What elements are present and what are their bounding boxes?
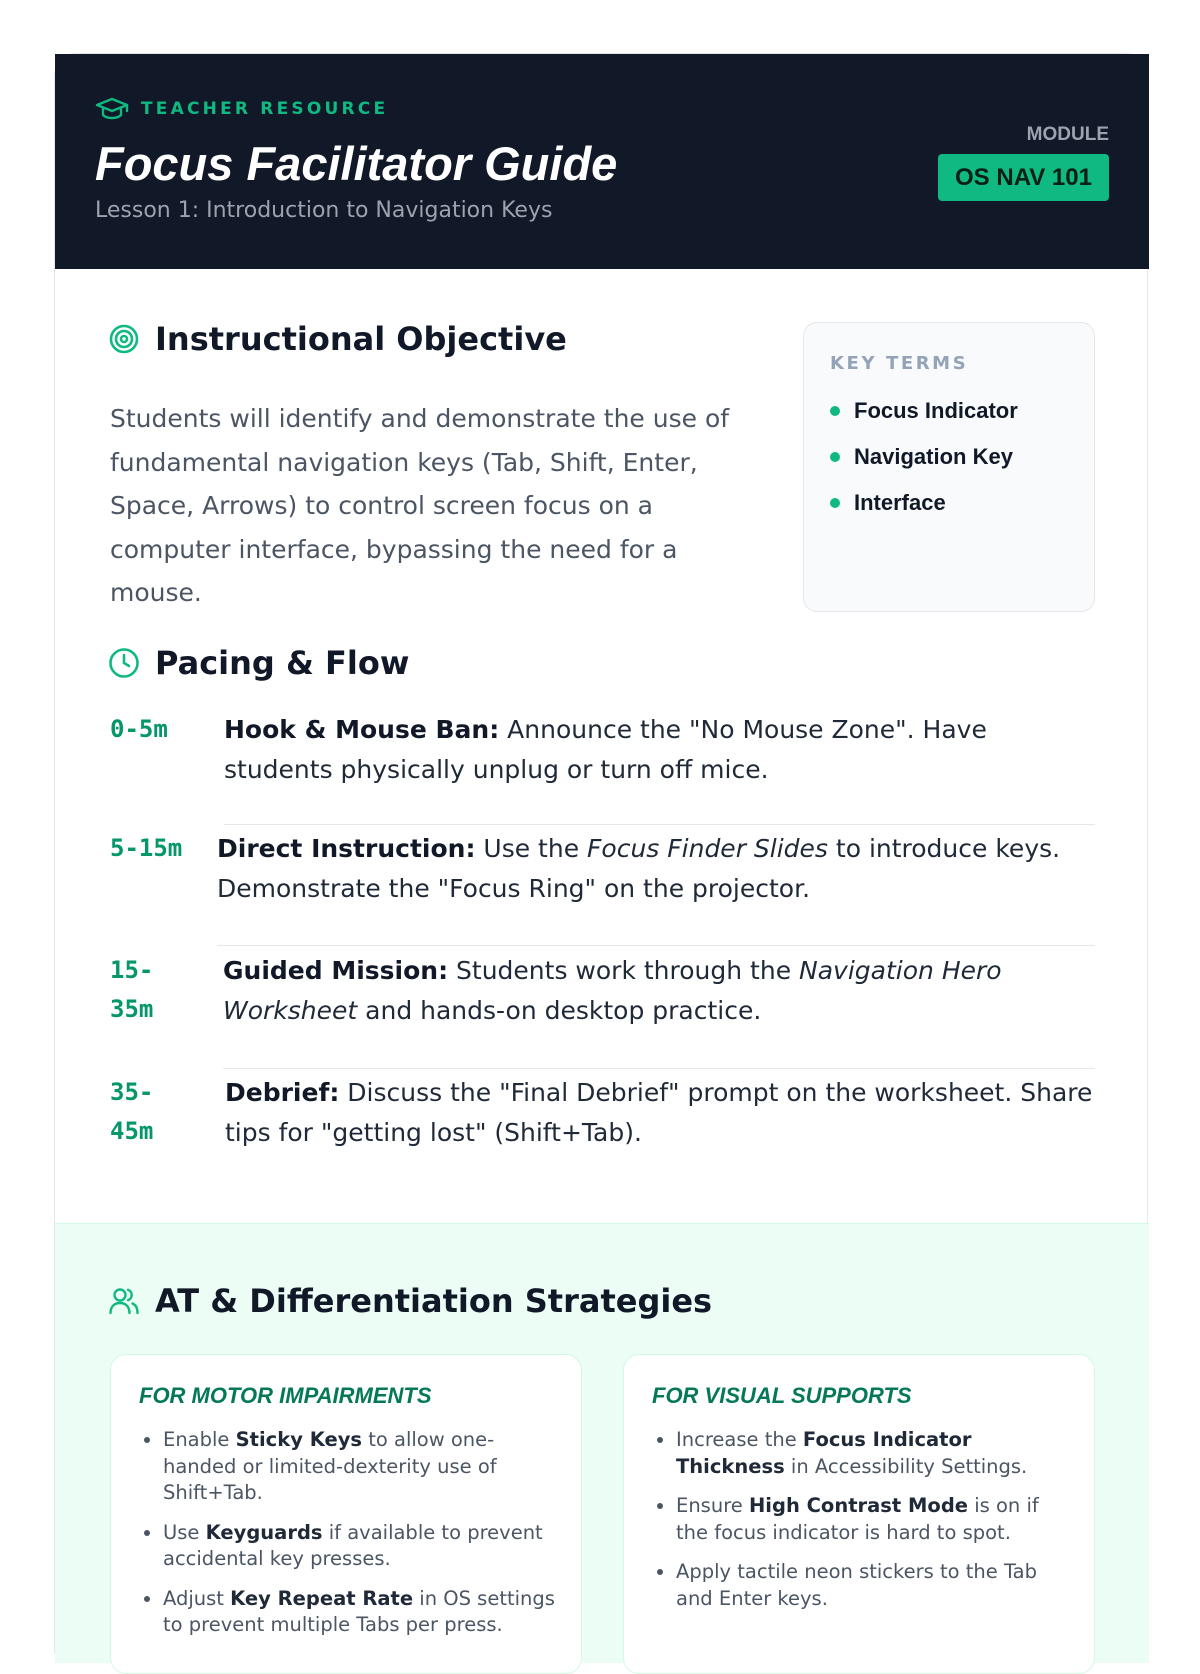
pacing-heading-label: Direct Instruction: (217, 834, 476, 863)
key-terms-panel (803, 322, 1095, 612)
module-badge: OS NAV 101 (938, 154, 1109, 201)
bullet-dot-icon (830, 406, 840, 416)
objective-heading (108, 320, 567, 358)
divider (224, 824, 1095, 825)
key-term-item (830, 398, 1018, 424)
strategy-text: Apply tactile neon stickers to the Tab and Enter keys. (676, 1560, 1037, 1610)
strategies-title: AT & Differentiation Strategies (155, 1282, 713, 1320)
strategy-text: to allow one-handed or limited-dexterity use of Shift+Tab. (163, 1428, 497, 1504)
eyebrow-label: TEACHER RESOURCE (141, 99, 389, 119)
strategies-heading (108, 1282, 712, 1320)
divider (223, 1068, 1095, 1069)
pacing-time (110, 951, 153, 1029)
strategy-text: Use (163, 1520, 206, 1544)
pacing-time (110, 710, 168, 749)
visual-supports-card (623, 1354, 1095, 1674)
key-term-item (830, 444, 1013, 470)
guide-card (54, 53, 1148, 1653)
graduation-cap-icon (95, 97, 129, 121)
pacing-time-line: 35m (110, 995, 154, 1023)
pacing-description (217, 829, 1095, 909)
pacing-emphasis: Focus Finder Slides (587, 834, 828, 863)
pacing-text: Students work through the (448, 956, 800, 985)
page-subtitle: Lesson 1: Introduction to Navigation Keys (95, 198, 553, 223)
motor-strategy-list (163, 1427, 563, 1652)
bullet-dot-icon (830, 452, 840, 462)
pacing-emphasis: Navigation Hero Worksheet (223, 956, 1002, 1025)
pacing-title: Pacing & Flow (155, 644, 410, 682)
pacing-time-line: 0-5m (110, 715, 168, 743)
key-term-label: Interface (854, 490, 946, 515)
pacing-description (224, 710, 1095, 790)
pacing-text: Discuss the "Final Debrief" prompt on the worksheet. Share tips for "getting lost" (Shift+Tab). (225, 1078, 1093, 1147)
strategy-item (676, 1493, 1076, 1546)
strategy-text: if available to prevent accidental key presses. (163, 1520, 543, 1570)
strategy-item (163, 1520, 563, 1573)
visual-strategy-list (676, 1427, 1076, 1625)
strategy-emphasis: Focus Indicator Thickness (676, 1428, 972, 1478)
divider (217, 945, 1095, 946)
pacing-heading-label: Guided Mission: (223, 956, 449, 985)
pacing-time (110, 829, 182, 868)
page-title: Focus Facilitator Guide (95, 137, 618, 190)
strategy-text: Enable (163, 1428, 236, 1451)
key-term-item (830, 490, 946, 516)
strategy-emphasis: Key Repeat Rate (230, 1586, 414, 1610)
pacing-description (225, 1073, 1095, 1153)
pacing-time-line: 35- (110, 1078, 154, 1106)
pacing-text: Use the (475, 834, 588, 863)
bullet-dot-icon (830, 498, 840, 508)
eyebrow (95, 97, 388, 121)
objective-text: Students will identify and demonstrate the use of fundamental navigation keys (Tab, Shift, Enter, Space, Arrows) to control screen focus on a computer interface, bypassing the need for a mouse. (110, 404, 730, 607)
users-icon (108, 1285, 140, 1317)
clock-icon (108, 647, 140, 679)
strategy-text: in OS settings to prevent multiple Tabs per press. (163, 1586, 555, 1636)
strategy-emphasis: Keyguards (205, 1520, 323, 1544)
objective-title: Instructional Objective (155, 320, 567, 358)
pacing-time-line: 45m (110, 1117, 154, 1145)
guide-header (55, 54, 1149, 269)
pacing-time-line: 15- (110, 956, 154, 984)
target-icon (108, 323, 140, 355)
module-label: MODULE (1026, 124, 1109, 145)
strategy-text: Increase the (676, 1428, 803, 1451)
strategy-item (163, 1427, 563, 1507)
pacing-heading (108, 644, 409, 682)
visual-card-title: FOR VISUAL SUPPORTS (652, 1383, 912, 1408)
pacing-text: to introduce keys. Demonstrate the "Focus Ring" on the projector. (217, 834, 1061, 903)
strategy-emphasis: Sticky Keys (235, 1428, 363, 1451)
pacing-time (110, 1073, 153, 1151)
key-term-label: Navigation Key (854, 444, 1013, 469)
strategy-text: is on if the focus indicator is hard to spot. (676, 1494, 1039, 1544)
strategy-text: in Accessibility Settings. (784, 1454, 1028, 1478)
key-term-label: Focus Indicator (854, 398, 1018, 423)
strategy-text: Ensure (676, 1494, 749, 1517)
pacing-heading-label: Debrief: (225, 1078, 340, 1107)
pacing-text: and hands-on desktop practice. (357, 996, 762, 1025)
motor-card-title: FOR MOTOR IMPAIRMENTS (139, 1383, 432, 1408)
pacing-text: Announce the "No Mouse Zone". Have students physically unplug or turn off mice. (224, 715, 987, 784)
strategies-section (55, 1223, 1149, 1663)
pacing-heading-label: Hook & Mouse Ban: (224, 715, 500, 744)
strategy-item (676, 1427, 1076, 1480)
motor-impairments-card (110, 1354, 582, 1674)
strategy-text: Adjust (163, 1586, 231, 1610)
strategy-item (163, 1586, 563, 1639)
key-terms-title: KEY TERMS (830, 353, 969, 374)
pacing-description (223, 951, 1095, 1031)
strategy-item (676, 1559, 1076, 1612)
strategy-emphasis: High Contrast Mode (748, 1494, 969, 1517)
pacing-time-line: 5-15m (110, 834, 183, 862)
